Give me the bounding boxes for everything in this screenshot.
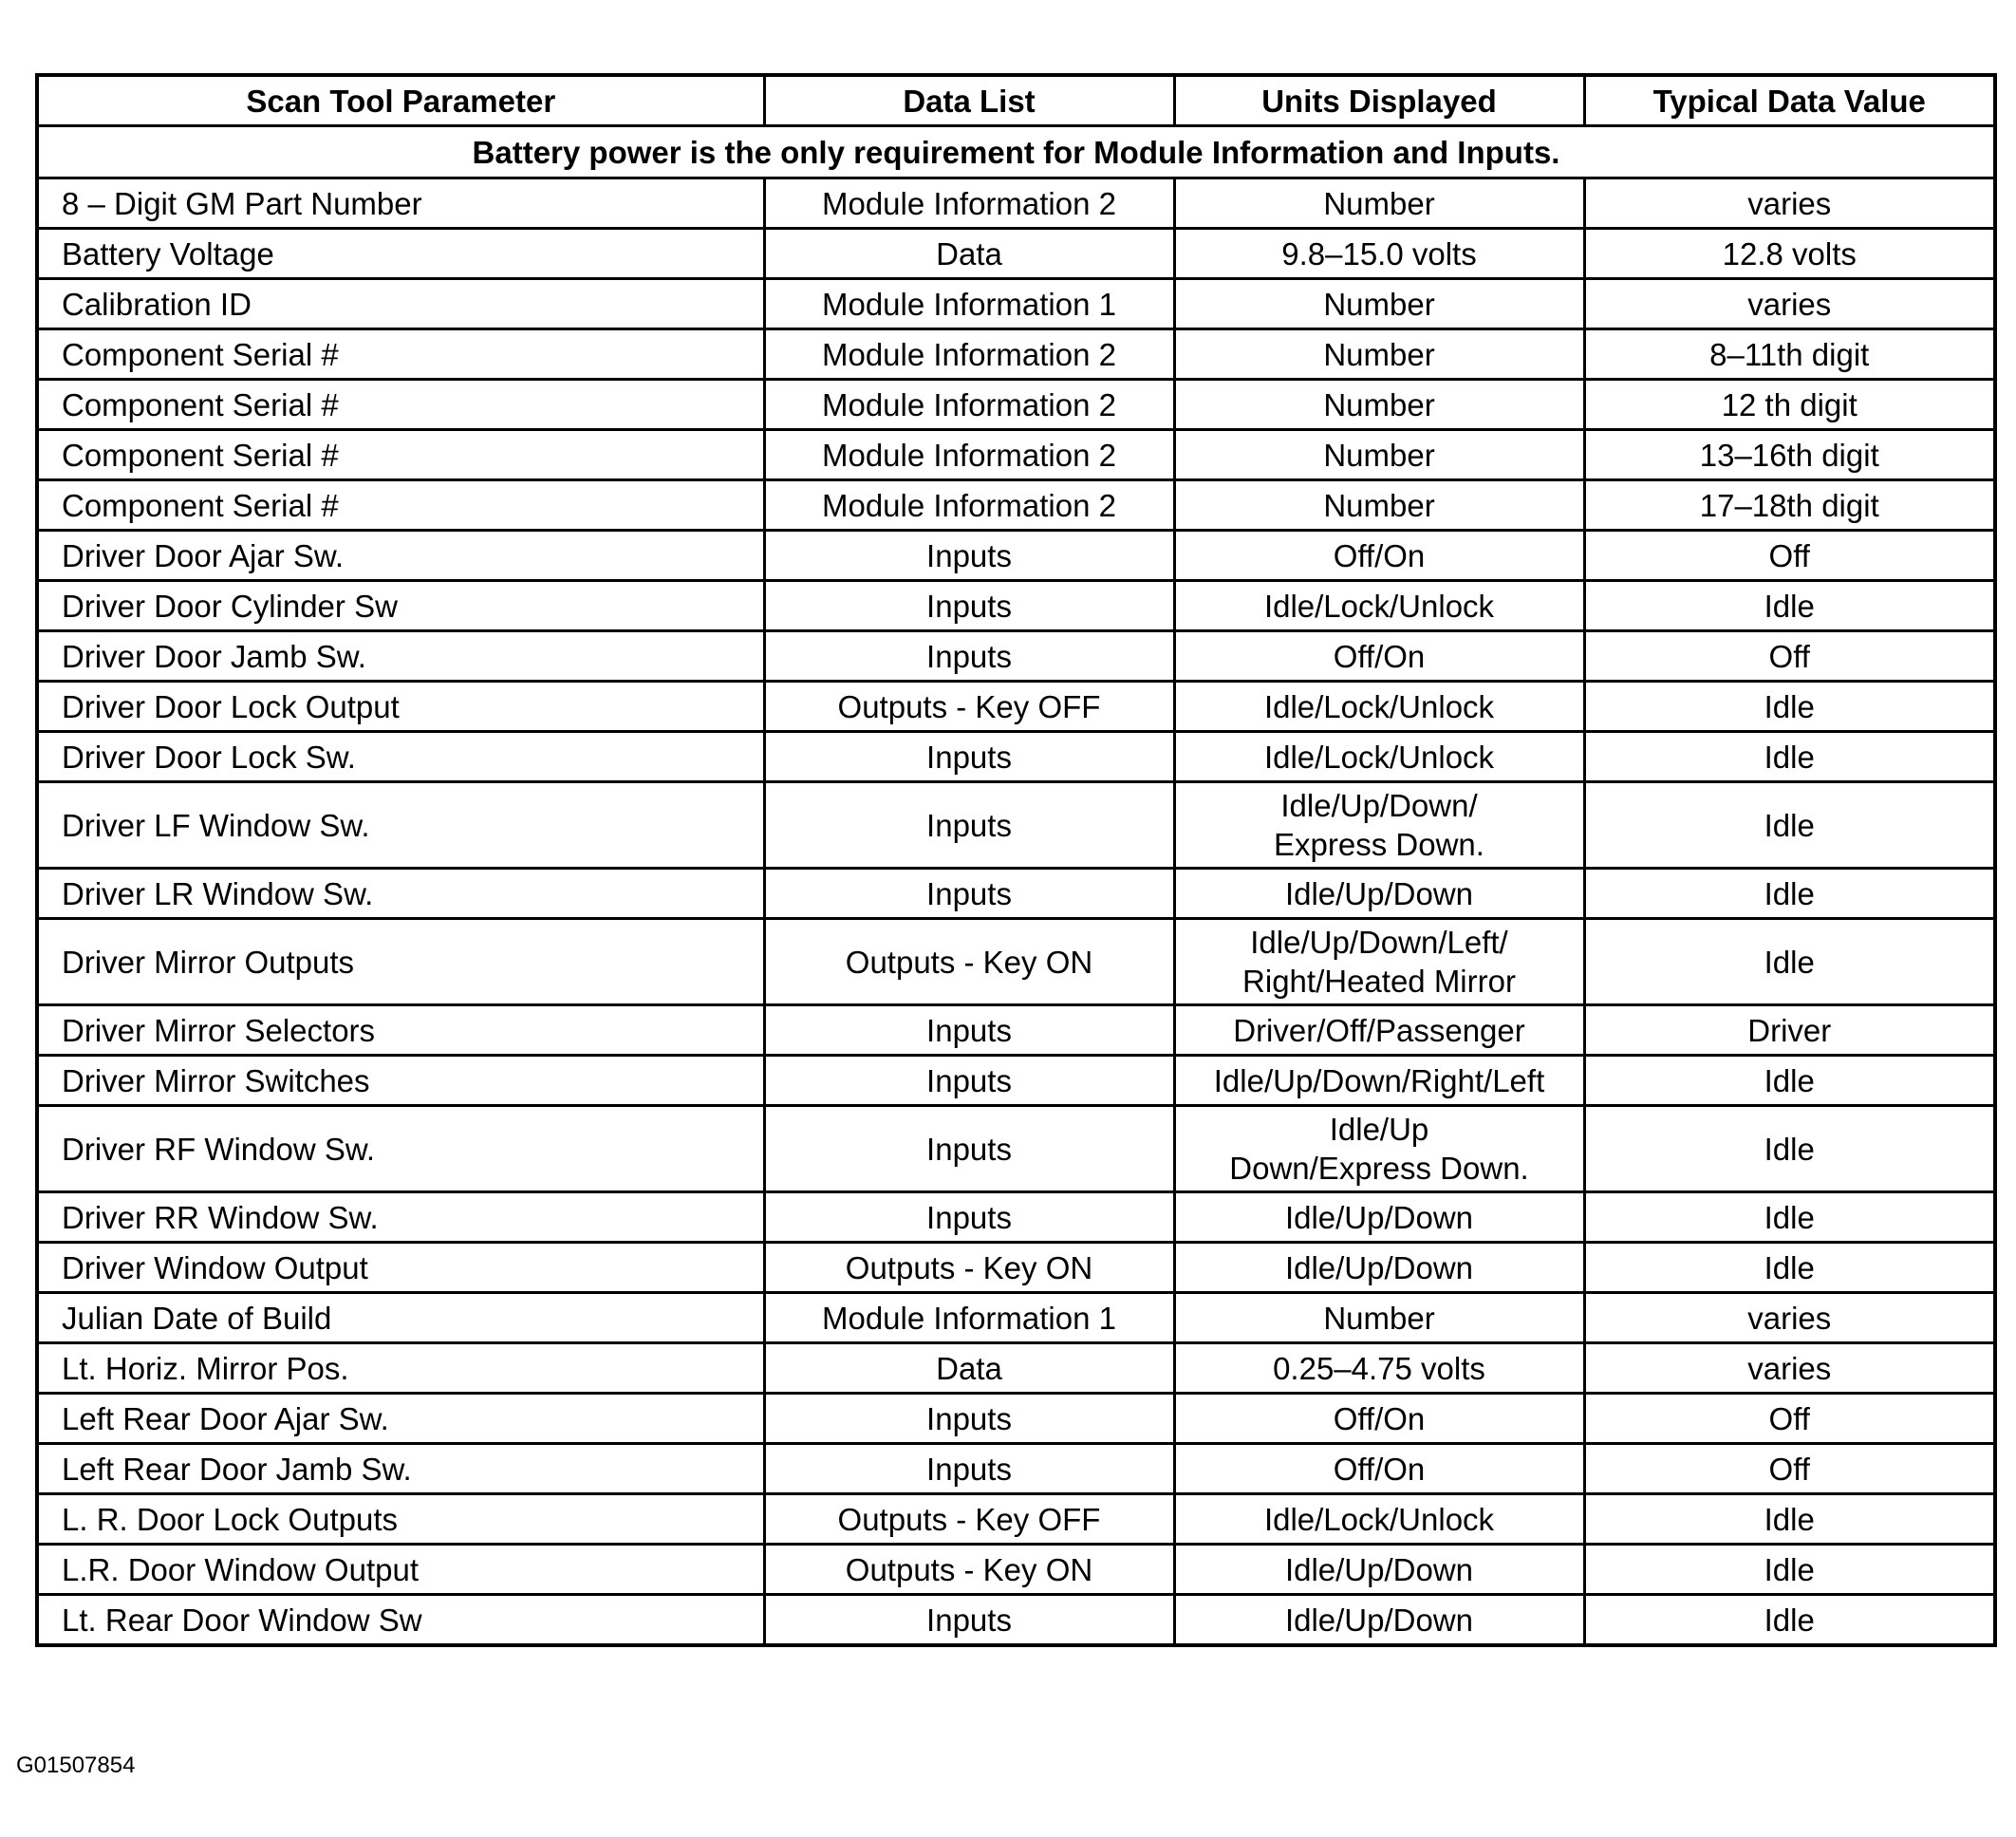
- table-row: [37, 1192, 1995, 1243]
- cell-data-list: Inputs: [764, 531, 1174, 581]
- table-row: [37, 1595, 1995, 1646]
- header-scan-tool-parameter: Scan Tool Parameter: [37, 75, 764, 126]
- cell-parameter: L. R. Door Lock Outputs: [37, 1494, 764, 1545]
- table-row: [37, 782, 1995, 869]
- header-units-displayed: Units Displayed: [1174, 75, 1584, 126]
- table-row: [37, 732, 1995, 782]
- cell-units-displayed: Idle/Up/Down/Right/Left: [1174, 1056, 1584, 1106]
- cell-parameter: 8 – Digit GM Part Number: [37, 178, 764, 229]
- cell-data-list: Inputs: [764, 1056, 1174, 1106]
- cell-data-list: Inputs: [764, 581, 1174, 631]
- cell-typical-data-value: Off: [1584, 1444, 1995, 1494]
- cell-units-displayed: Idle/Lock/Unlock: [1174, 1494, 1584, 1545]
- cell-parameter: Component Serial #: [37, 430, 764, 480]
- cell-data-list: Inputs: [764, 1394, 1174, 1444]
- cell-typical-data-value: Idle: [1584, 1106, 1995, 1192]
- cell-data-list: Inputs: [764, 631, 1174, 682]
- cell-typical-data-value: Idle: [1584, 1494, 1995, 1545]
- cell-typical-data-value: Idle: [1584, 581, 1995, 631]
- header-typical-data-value: Typical Data Value: [1584, 75, 1995, 126]
- cell-units-displayed: Off/On: [1174, 531, 1584, 581]
- cell-typical-data-value: Off: [1584, 531, 1995, 581]
- figure-id: G01507854: [16, 1753, 136, 1778]
- cell-units-displayed: Idle/Lock/Unlock: [1174, 581, 1584, 631]
- cell-units-displayed: Idle/Up/Down: [1174, 1192, 1584, 1243]
- cell-typical-data-value: varies: [1584, 1293, 1995, 1343]
- cell-data-list: Inputs: [764, 732, 1174, 782]
- cell-parameter: Driver Door Lock Sw.: [37, 732, 764, 782]
- table-row: [37, 869, 1995, 919]
- table-row: [37, 380, 1995, 430]
- cell-parameter: Left Rear Door Jamb Sw.: [37, 1444, 764, 1494]
- cell-units-displayed: Idle/Up/Down: [1174, 869, 1584, 919]
- cell-typical-data-value: 12.8 volts: [1584, 229, 1995, 279]
- table-row: [37, 1106, 1995, 1192]
- cell-units-displayed: Idle/Up/Down: [1174, 1595, 1584, 1646]
- cell-parameter: Driver Mirror Outputs: [37, 919, 764, 1005]
- table-note-row: [37, 126, 1995, 178]
- cell-units-displayed: Off/On: [1174, 631, 1584, 682]
- cell-data-list: Outputs - Key OFF: [764, 682, 1174, 732]
- cell-parameter: Component Serial #: [37, 380, 764, 430]
- cell-parameter: Driver Door Lock Output: [37, 682, 764, 732]
- table-row: [37, 682, 1995, 732]
- cell-parameter: Left Rear Door Ajar Sw.: [37, 1394, 764, 1444]
- cell-parameter: Julian Date of Build: [37, 1293, 764, 1343]
- table-row: [37, 1005, 1995, 1056]
- cell-typical-data-value: Idle: [1584, 732, 1995, 782]
- cell-typical-data-value: 12 th digit: [1584, 380, 1995, 430]
- cell-typical-data-value: Off: [1584, 631, 1995, 682]
- cell-units-displayed: Idle/Up/Down/ Express Down.: [1174, 782, 1584, 869]
- table-row: [37, 178, 1995, 229]
- cell-data-list: Outputs - Key ON: [764, 1243, 1174, 1293]
- cell-typical-data-value: 13–16th digit: [1584, 430, 1995, 480]
- cell-units-displayed: Number: [1174, 430, 1584, 480]
- cell-parameter: Lt. Rear Door Window Sw: [37, 1595, 764, 1646]
- table-row: [37, 1243, 1995, 1293]
- cell-parameter: Lt. Horiz. Mirror Pos.: [37, 1343, 764, 1394]
- cell-parameter: Driver Door Jamb Sw.: [37, 631, 764, 682]
- cell-units-displayed: Off/On: [1174, 1444, 1584, 1494]
- table-row: [37, 1394, 1995, 1444]
- table-row: [37, 919, 1995, 1005]
- cell-data-list: Module Information 2: [764, 329, 1174, 380]
- cell-parameter: L.R. Door Window Output: [37, 1545, 764, 1595]
- cell-typical-data-value: varies: [1584, 178, 1995, 229]
- cell-typical-data-value: varies: [1584, 279, 1995, 329]
- table-row: [37, 581, 1995, 631]
- cell-data-list: Inputs: [764, 1595, 1174, 1646]
- cell-typical-data-value: Idle: [1584, 682, 1995, 732]
- table-row: [37, 229, 1995, 279]
- cell-data-list: Module Information 1: [764, 279, 1174, 329]
- cell-typical-data-value: Idle: [1584, 869, 1995, 919]
- cell-typical-data-value: Idle: [1584, 919, 1995, 1005]
- cell-parameter: Driver Door Ajar Sw.: [37, 531, 764, 581]
- cell-data-list: Inputs: [764, 1192, 1174, 1243]
- table-body: [37, 126, 1995, 1646]
- cell-data-list: Outputs - Key ON: [764, 1545, 1174, 1595]
- cell-units-displayed: Idle/Lock/Unlock: [1174, 732, 1584, 782]
- cell-parameter: Driver LF Window Sw.: [37, 782, 764, 869]
- cell-data-list: Inputs: [764, 1005, 1174, 1056]
- cell-data-list: Module Information 2: [764, 178, 1174, 229]
- cell-typical-data-value: Idle: [1584, 1056, 1995, 1106]
- cell-units-displayed: Idle/Up/Down: [1174, 1545, 1584, 1595]
- table-row: [37, 1293, 1995, 1343]
- cell-units-displayed: Idle/Up/Down/Left/ Right/Heated Mirror: [1174, 919, 1584, 1005]
- cell-data-list: Data: [764, 229, 1174, 279]
- cell-parameter: Driver RF Window Sw.: [37, 1106, 764, 1192]
- table-row: [37, 329, 1995, 380]
- cell-data-list: Inputs: [764, 1106, 1174, 1192]
- cell-parameter: Driver RR Window Sw.: [37, 1192, 764, 1243]
- table-row: [37, 631, 1995, 682]
- cell-parameter: Driver Mirror Switches: [37, 1056, 764, 1106]
- table-row: [37, 1343, 1995, 1394]
- cell-typical-data-value: varies: [1584, 1343, 1995, 1394]
- cell-typical-data-value: Idle: [1584, 1192, 1995, 1243]
- cell-parameter: Driver Mirror Selectors: [37, 1005, 764, 1056]
- cell-units-displayed: Number: [1174, 380, 1584, 430]
- cell-units-displayed: Number: [1174, 1293, 1584, 1343]
- cell-typical-data-value: Off: [1584, 1394, 1995, 1444]
- cell-parameter: Battery Voltage: [37, 229, 764, 279]
- cell-parameter: Component Serial #: [37, 480, 764, 531]
- cell-data-list: Outputs - Key OFF: [764, 1494, 1174, 1545]
- cell-typical-data-value: Idle: [1584, 782, 1995, 869]
- header-data-list: Data List: [764, 75, 1174, 126]
- cell-units-displayed: Number: [1174, 178, 1584, 229]
- cell-typical-data-value: Idle: [1584, 1243, 1995, 1293]
- cell-units-displayed: Idle/Up/Down: [1174, 1243, 1584, 1293]
- cell-units-displayed: Number: [1174, 480, 1584, 531]
- cell-units-displayed: Driver/Off/Passenger: [1174, 1005, 1584, 1056]
- cell-units-displayed: 0.25–4.75 volts: [1174, 1343, 1584, 1394]
- cell-parameter: Driver Door Cylinder Sw: [37, 581, 764, 631]
- cell-data-list: Outputs - Key ON: [764, 919, 1174, 1005]
- cell-parameter: Driver Window Output: [37, 1243, 764, 1293]
- table-row: [37, 531, 1995, 581]
- table-row: [37, 480, 1995, 531]
- cell-typical-data-value: 8–11th digit: [1584, 329, 1995, 380]
- table-row: [37, 1545, 1995, 1595]
- cell-units-displayed: 9.8–15.0 volts: [1174, 229, 1584, 279]
- cell-data-list: Module Information 2: [764, 380, 1174, 430]
- cell-parameter: Calibration ID: [37, 279, 764, 329]
- cell-data-list: Module Information 2: [764, 480, 1174, 531]
- cell-units-displayed: Idle/Up Down/Express Down.: [1174, 1106, 1584, 1192]
- cell-data-list: Module Information 1: [764, 1293, 1174, 1343]
- table-header-row: [37, 75, 1995, 126]
- cell-typical-data-value: 17–18th digit: [1584, 480, 1995, 531]
- cell-units-displayed: Off/On: [1174, 1394, 1584, 1444]
- cell-typical-data-value: Driver: [1584, 1005, 1995, 1056]
- table-note: Battery power is the only requirement for Module Information and Inputs.: [37, 126, 1995, 178]
- cell-units-displayed: Idle/Lock/Unlock: [1174, 682, 1584, 732]
- table-row: [37, 1056, 1995, 1106]
- cell-parameter: Component Serial #: [37, 329, 764, 380]
- cell-data-list: Module Information 2: [764, 430, 1174, 480]
- table-row: [37, 1444, 1995, 1494]
- cell-units-displayed: Number: [1174, 329, 1584, 380]
- cell-typical-data-value: Idle: [1584, 1545, 1995, 1595]
- table-row: [37, 1494, 1995, 1545]
- table-row: [37, 279, 1995, 329]
- cell-parameter: Driver LR Window Sw.: [37, 869, 764, 919]
- scan-tool-parameter-table: [35, 73, 1997, 1647]
- cell-data-list: Inputs: [764, 782, 1174, 869]
- cell-data-list: Inputs: [764, 1444, 1174, 1494]
- table-row: [37, 430, 1995, 480]
- cell-data-list: Data: [764, 1343, 1174, 1394]
- cell-data-list: Inputs: [764, 869, 1174, 919]
- cell-units-displayed: Number: [1174, 279, 1584, 329]
- cell-typical-data-value: Idle: [1584, 1595, 1995, 1646]
